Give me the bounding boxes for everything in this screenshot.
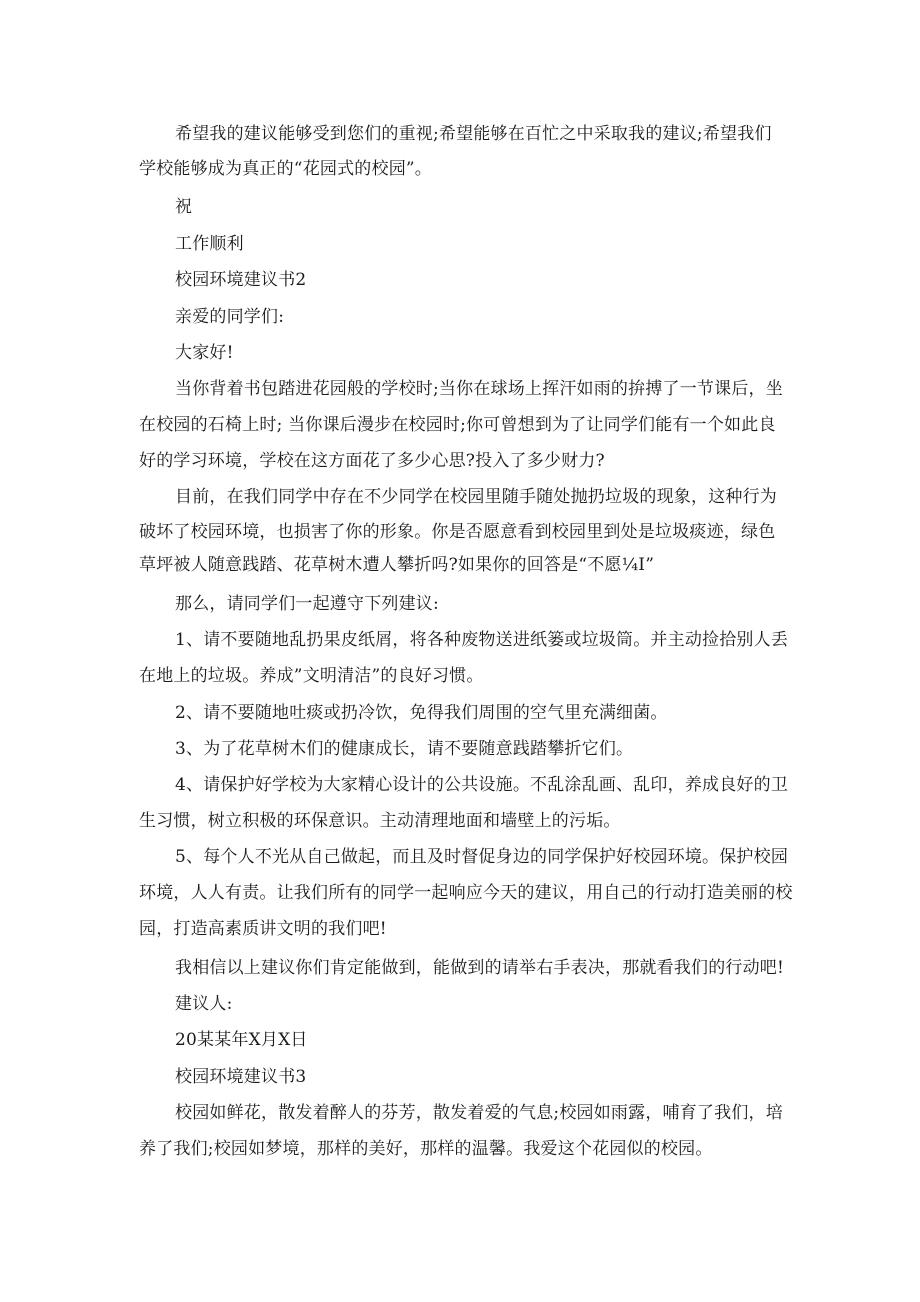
text-line: 建议人: <box>175 994 233 1014</box>
text-line: 在校园的石椅上时; 当你课后漫步在校园时;你可曾想到为了让同学们能有一个如此良 <box>139 415 776 435</box>
section-heading: 校园环境建议书2 <box>175 270 307 290</box>
text-line: 亲爱的同学们: <box>175 307 285 327</box>
text-line: 养了我们;校园如梦境，那样的美好，那样的温馨。我爱这个花园似的校园。 <box>139 1139 713 1159</box>
text-line: 好的学习环境，学校在这方面花了多少心思?投入了多少财力? <box>139 451 605 471</box>
text-line: 当你背着书包踏进花园般的学校时;当你在球场上挥汗如雨的拚搏了一节课后，坐 <box>175 379 783 399</box>
text-line: 破坏了校园环境，也损害了你的形象。你是否愿意看到校园里到处是垃圾痰迹，绿色 <box>139 522 776 542</box>
text-line: 目前，在我们同学中存在不少同学在校园里随手随处抛扔垃圾的现象，这种行为 <box>175 487 777 507</box>
text-line: 2、请不要随地吐痰或扔冷饮，免得我们周围的空气里充满细菌。 <box>175 703 668 723</box>
text-line: 校园如鲜花，散发着醉人的芬芳，散发着爱的气息;校园如雨露，哺育了我们，培 <box>175 1103 783 1123</box>
text-line: 1、请不要随地乱扔果皮纸屑，将各种废物送进纸篓或垃圾筒。并主动捡拾别人丢 <box>175 630 789 650</box>
text-line: 希望我的建议能够受到您们的重视;希望能够在百忙之中采取我的建议;希望我们 <box>175 124 772 144</box>
text-line: 3、为了花草树木们的健康成长，请不要随意践踏攀折它们。 <box>175 739 634 759</box>
text-line: 我相信以上建议你们肯定能做到，能做到的请举右手表决，那就看我们的行动吧! <box>175 958 785 978</box>
text-line: 环境，人人有责。让我们所有的同学一起响应今天的建议，用自己的行动打造美丽的校 <box>139 883 793 903</box>
text-line: 在地上的垃圾。养成”文明清洁”的良好习惯。 <box>139 666 484 686</box>
text-line: 4、请保护好学校为大家精心设计的公共设施。不乱涂乱画、乱印，养成良好的卫 <box>175 775 789 795</box>
text-line: 5、每个人不光从自己做起，而且及时督促身边的同学保护好校园环境。保护校园 <box>175 847 789 867</box>
text-line: 生习惯，树立积极的环保意识。主动清理地面和墙壁上的污垢。 <box>139 811 621 831</box>
text-line: 园，打造高素质讲文明的我们吧! <box>139 919 387 939</box>
text-line: 工作顺利 <box>175 234 244 254</box>
date-line: 20某某年X月X日 <box>175 1030 308 1050</box>
text-line: 祝 <box>175 197 193 217</box>
text-line: 那么，请同学们一起遵守下列建议: <box>175 594 439 614</box>
text-line: 草坪被人随意践踏、花草树木遭人攀折吗?如果你的回答是“不愿¼I” <box>139 555 655 575</box>
text-line: 学校能够成为真正的“花园式的校园”。 <box>139 159 432 179</box>
section-heading: 校园环境建议书3 <box>175 1067 307 1087</box>
text-line: 大家好! <box>175 343 234 363</box>
